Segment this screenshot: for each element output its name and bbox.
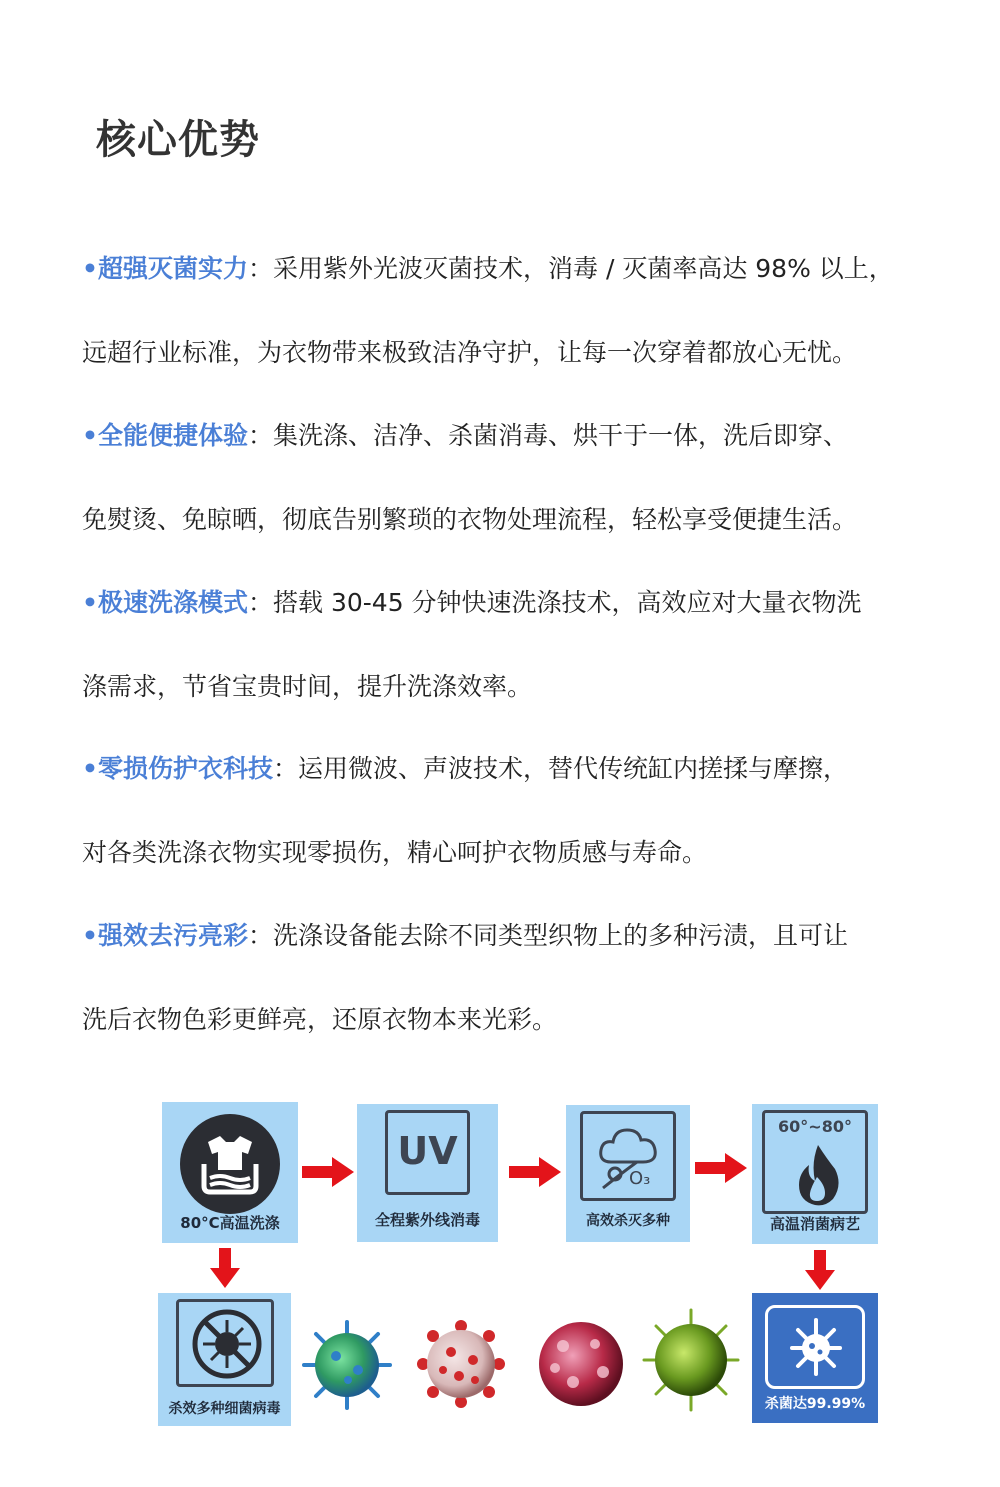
bullet: • <box>82 254 98 283</box>
crimson-virus <box>533 1316 629 1412</box>
step-label: 杀效多种细菌病毒 <box>168 1401 281 1417</box>
feature-line-2: 远超行业标准，为衣物带来极致洁净守护，让每一次穿着都放心无忧。 <box>82 338 858 367</box>
separator: ： <box>248 921 274 950</box>
washing-shirt-icon <box>178 1112 282 1216</box>
feature-text: 洗涤设备能去除不同类型织物上的多种污渍，且可让 <box>273 921 849 950</box>
bullet: • <box>82 421 98 450</box>
arrow-down-icon <box>805 1250 835 1290</box>
uv-icon-text: UV <box>397 1129 458 1173</box>
feature-line-2: 涤需求，节省宝贵时间，提升洗涤效率。 <box>82 672 533 701</box>
no-germs-icon <box>176 1299 274 1387</box>
step-label: 80°C高温洗涤 <box>180 1214 280 1232</box>
ozone-icon <box>580 1111 676 1201</box>
step-label: 杀菌达99.99% <box>764 1396 866 1412</box>
bullet: • <box>82 588 98 617</box>
feature-line-2: 洗后衣物色彩更鲜亮，还原衣物本来光彩。 <box>82 1005 558 1034</box>
feature-line-2: 免熨烫、免晾晒，彻底告别繁琐的衣物处理流程，轻松享受便捷生活。 <box>82 505 858 534</box>
green-virus <box>300 1318 394 1412</box>
feature-heading: 全能便捷体验 <box>97 421 248 450</box>
feature-text: 集洗涤、洁净、杀菌消毒、烘干于一体，洗后即穿、 <box>273 421 849 450</box>
arrow-down-icon <box>210 1248 240 1288</box>
separator: ： <box>248 588 274 617</box>
germ-icon <box>788 1316 844 1378</box>
step-result <box>752 1293 878 1423</box>
uv-icon <box>385 1110 470 1195</box>
step-wash <box>162 1102 298 1243</box>
feature-text: 采用紫外光波灭菌技术，消毒 / 灭菌率高达 98% 以上， <box>273 254 894 283</box>
step-heat <box>752 1104 878 1244</box>
page-title: 核心优势 <box>96 117 260 163</box>
feature-heading: 超强灭菌实力 <box>97 254 248 283</box>
step-ozone <box>566 1105 690 1242</box>
feature-line-2: 对各类洗涤衣物实现零损伤，精心呵护衣物质感与寿命。 <box>82 838 708 867</box>
feature-heading: 极速洗涤模式 <box>97 588 248 617</box>
separator: ： <box>248 421 274 450</box>
red-virus <box>413 1316 509 1412</box>
step-uv <box>357 1104 498 1242</box>
bullet: • <box>82 754 98 783</box>
step-kill <box>158 1293 291 1426</box>
heat-icon <box>762 1110 868 1214</box>
feature-text: 搭载 30-45 分钟快速洗涤技术，高效应对大量衣物洗 <box>273 588 862 617</box>
ozone-icon-text: O₃ <box>629 1168 651 1189</box>
step-label: 全程紫外线消毒 <box>374 1211 480 1229</box>
temperature-range: 60°~80° <box>778 1117 852 1136</box>
separator: ： <box>248 254 274 283</box>
feature-heading: 强效去污亮彩 <box>97 921 248 950</box>
arrow-right-icon <box>302 1157 354 1187</box>
step-label: 高效杀灭多种 <box>586 1213 670 1229</box>
result-icon-frame <box>765 1305 865 1389</box>
flame-icon <box>795 1143 841 1207</box>
step-label: 高温消菌病艺 <box>769 1215 860 1233</box>
prohibited-germ-icon <box>191 1306 263 1382</box>
arrow-right-icon <box>509 1157 561 1187</box>
separator: ： <box>273 754 299 783</box>
green-bacteria <box>642 1308 740 1412</box>
feature-heading: 零损伤护衣科技 <box>97 754 273 783</box>
arrow-right-icon <box>695 1153 747 1183</box>
feature-text: 运用微波、声波技术，替代传统缸内搓揉与摩擦， <box>298 754 849 783</box>
bullet: • <box>82 921 98 950</box>
